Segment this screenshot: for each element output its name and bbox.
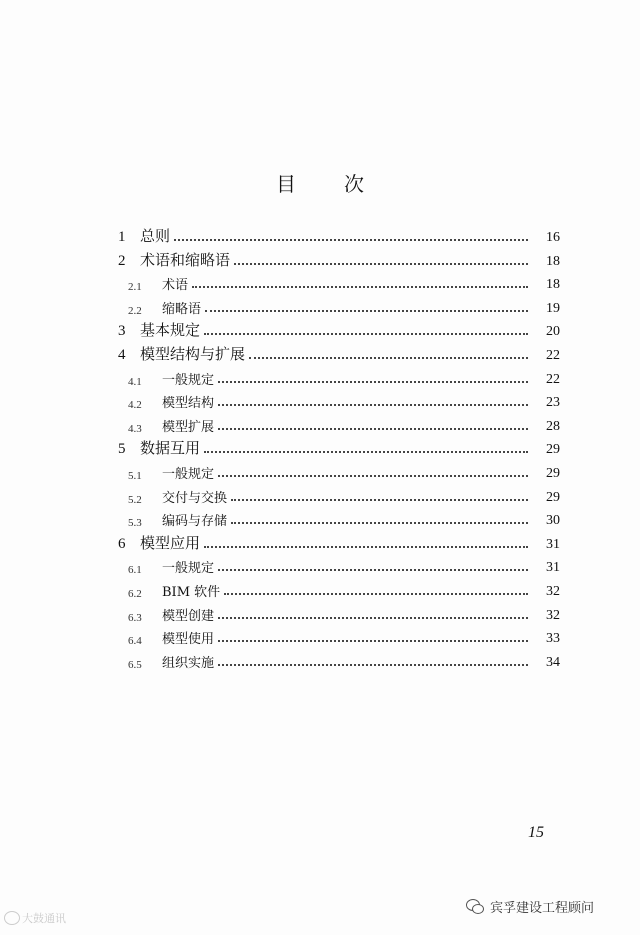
toc-entry-number: 1 — [118, 229, 126, 245]
toc-entry-number: 6.1 — [128, 564, 142, 577]
toc-entry-label: 编码与存储 — [162, 514, 228, 530]
toc-entry-label: 基本规定 — [140, 321, 201, 340]
toc-entry[interactable] — [128, 415, 560, 435]
toc-title — [0, 168, 640, 197]
toc-dot-leader — [231, 522, 528, 524]
toc-entry-label: 模型结构 — [162, 396, 215, 412]
toc-entry-label: 总则 — [140, 227, 171, 245]
page-number: 15 — [528, 824, 544, 841]
toc-entry-label: 术语 — [162, 278, 189, 294]
toc-dot-leader — [234, 263, 528, 265]
toc-entry-label: 术语和缩略语 — [140, 250, 231, 269]
toc-entry-page: 20 — [546, 324, 560, 340]
toc-entry[interactable] — [118, 344, 560, 364]
toc-entry[interactable] — [128, 462, 560, 482]
toc-dot-leader — [204, 451, 528, 453]
toc-entry[interactable] — [118, 250, 560, 270]
toc-entry-label: 缩略语 — [162, 301, 202, 317]
toc-entry-page: 32 — [546, 584, 560, 599]
toc-dot-leader — [231, 499, 528, 501]
toc-dot-leader — [218, 381, 528, 383]
toc-entry-number: 6.2 — [128, 588, 142, 600]
toc-entry-number: 5.1 — [128, 470, 142, 482]
toc-dot-leader — [192, 286, 528, 288]
toc-entry-page: 32 — [546, 607, 560, 623]
toc-entry-number: 5.3 — [128, 517, 142, 530]
toc-entry-number: 4.2 — [128, 399, 142, 412]
toc-entry-label: 模型应用 — [140, 533, 201, 552]
toc-entry-number: 6.4 — [128, 635, 142, 648]
toc-entry-number: 6.5 — [128, 658, 142, 671]
toc-entry[interactable] — [118, 438, 560, 458]
toc-entry-number: 3 — [118, 323, 126, 340]
toc-entry[interactable] — [128, 580, 560, 600]
toc-entry-number: 5 — [118, 441, 126, 458]
toc-entry-label: 模型创建 — [162, 608, 215, 624]
toc-entry-page: 18 — [546, 253, 560, 269]
toc-entry-page: 31 — [546, 560, 560, 576]
watermark-left-text: 大鼓通讯 — [22, 912, 66, 925]
wechat-icon — [466, 899, 484, 915]
toc-entry-label: 交付与交换 — [162, 490, 228, 506]
toc-entry[interactable] — [128, 297, 560, 317]
toc-entry-page: 22 — [546, 371, 560, 387]
toc-entry[interactable] — [128, 651, 560, 671]
toc-entry-number: 2.2 — [128, 304, 142, 317]
toc-dot-leader — [218, 475, 528, 477]
watermark-right-text: 宾孚建设工程顾问 — [490, 901, 595, 916]
toc-dot-leader — [204, 546, 528, 548]
toc-entry-label: 一般规定 — [162, 467, 215, 482]
toc-dot-leader — [218, 640, 528, 642]
toc-entry-page: 23 — [546, 395, 560, 411]
toc-entry[interactable] — [128, 486, 560, 506]
watermark-left — [4, 910, 66, 926]
toc-entry-page: 22 — [546, 348, 560, 363]
toc-entry-page: 29 — [546, 489, 560, 505]
toc-entry-number: 4.1 — [128, 375, 142, 388]
watermark-right — [466, 897, 594, 916]
toc-dot-leader — [249, 357, 528, 359]
toc-entry-label: BIM 软件 — [162, 585, 221, 600]
toc-title-right: 次 — [344, 172, 364, 196]
toc-entry-page: 16 — [546, 230, 560, 245]
toc-dot-leader — [204, 333, 528, 335]
toc-entry-number: 5.2 — [128, 493, 142, 506]
toc-entry-page: 18 — [546, 277, 560, 293]
watermark-logo-icon — [4, 911, 20, 925]
toc-entry-label: 模型结构与扩展 — [140, 345, 246, 363]
toc-entry-label: 一般规定 — [162, 561, 215, 577]
toc-entry-label: 一般规定 — [162, 372, 215, 388]
toc-title-left: 目 — [276, 172, 296, 196]
toc-entry-page: 29 — [546, 442, 560, 458]
toc-entry-number: 6.3 — [128, 611, 142, 624]
toc-entry-page: 34 — [546, 654, 560, 670]
toc-entry-number: 4 — [118, 347, 126, 363]
toc-entry-page: 28 — [546, 418, 560, 434]
toc-entry[interactable] — [128, 556, 560, 576]
toc-dot-leader — [218, 617, 528, 619]
toc-entry-page: 30 — [546, 513, 560, 529]
toc-dot-leader — [224, 593, 528, 595]
toc-entry-page: 29 — [546, 466, 560, 481]
toc-entry[interactable] — [128, 604, 560, 624]
toc-entry[interactable] — [128, 509, 560, 529]
toc-entry-label: 组织实施 — [162, 655, 215, 671]
toc-entry-label: 数据互用 — [140, 439, 201, 458]
toc-entry-label: 模型使用 — [162, 632, 215, 648]
toc-entry[interactable] — [128, 273, 560, 293]
toc-entry-number: 2.1 — [128, 281, 142, 294]
toc-entry[interactable] — [118, 226, 560, 246]
toc-entry[interactable] — [128, 391, 560, 411]
toc-entry[interactable] — [118, 320, 560, 340]
toc-entry-label: 模型扩展 — [162, 419, 215, 435]
toc-entry-page: 31 — [546, 536, 560, 552]
toc-dot-leader — [218, 664, 528, 666]
toc-entry-number: 4.3 — [128, 422, 142, 435]
toc-dot-leader — [218, 404, 528, 406]
toc-dot-leader — [218, 569, 528, 571]
toc-dot-leader — [174, 239, 528, 241]
toc-entry-page: 33 — [546, 631, 560, 647]
toc-entry[interactable] — [128, 627, 560, 647]
toc-dot-leader — [218, 428, 528, 430]
toc-entry-number: 6 — [118, 535, 126, 552]
toc-entry[interactable] — [118, 533, 560, 553]
toc-entry-number: 2 — [118, 252, 126, 269]
toc-dot-leader — [205, 310, 528, 312]
toc-entry[interactable] — [128, 368, 560, 388]
toc-entry-page: 19 — [546, 300, 560, 316]
